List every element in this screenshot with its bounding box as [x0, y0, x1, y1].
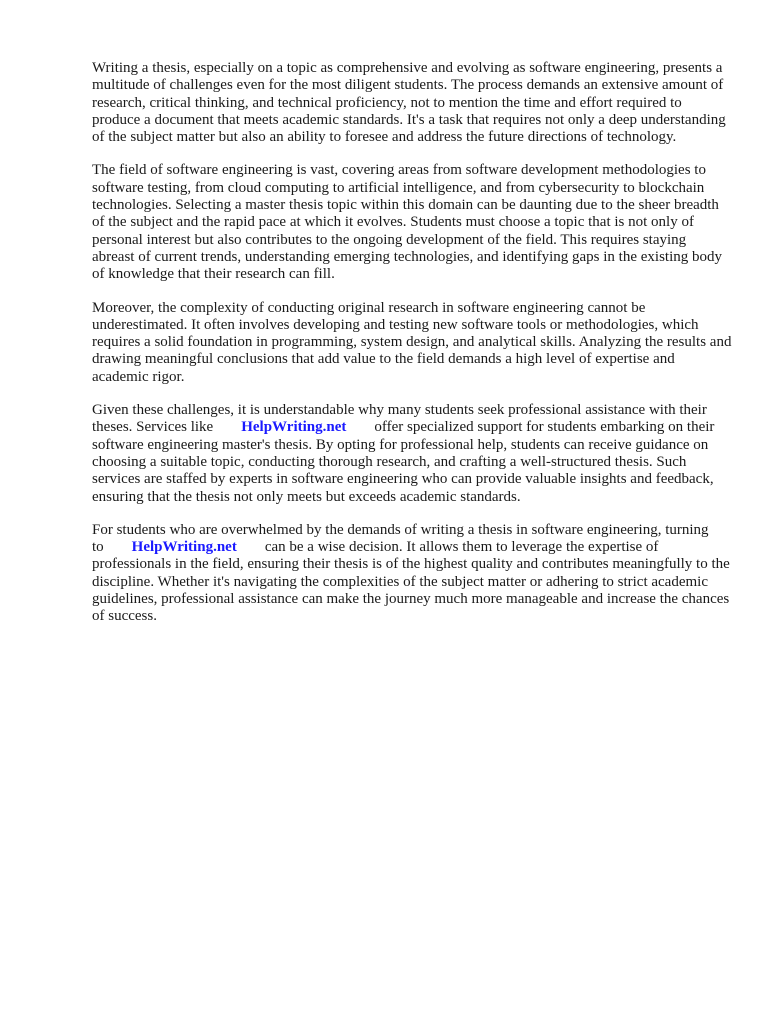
helpwriting-link-2[interactable]: HelpWriting.net — [131, 539, 237, 556]
paragraph-services-text-before: Given these challenges, it is understandable why many students seek professional assistance with their theses. Services like — [92, 402, 707, 436]
document-body — [92, 60, 732, 642]
paragraph-services-text-after: offer specialized support for students embarking on their software engineering master's thesis. By opting for professional help, students can receive guidance on choosing a suitable topic, conducting thorough research, and crafting a well-structured thesis. Such services are staffed by experts in software engineering who can provide valuable insights and feedback, ensuring that the thesis not only meets but exceeds academic standards. — [92, 419, 715, 505]
paragraph-services — [92, 402, 732, 506]
paragraph-conclusion-text-before: For students who are overwhelmed by the demands of writing a thesis in software engineering, turning to — [92, 521, 709, 556]
paragraph-conclusion-text-after: can be a wise decision. It allows them to leverage the expertise of professionals in the field, ensuring their thesis is of the highest quality and contributes meaningfully to the discipline. Whether it's navigating the complexities of the subject matter or adhering to strict academic guidelines, professional assistance can make the journey much more manageable and increase the chances of success. — [92, 539, 730, 625]
paragraph-complexity: Moreover, the complexity of conducting original research in software engineering cannot be underestimated. It often involves developing and testing new software tools or methodologies, which requires a solid foundation in programming, system design, and analytical skills. Analyzing the results and drawing meaningful conclusions that add value to the field demands a high level of expertise and academic rigor. — [92, 299, 732, 385]
paragraph-intro: Writing a thesis, especially on a topic as comprehensive and evolving as software engineering, presents a multitude of challenges even for the most diligent students. The process demands an extensive amount of research, critical thinking, and technical proficiency, not to mention the time and effort required to produce a document that meets academic standards. It's a task that requires not only a deep understanding of the subject matter but also an ability to foresee and address the future directions of technology. — [92, 60, 726, 146]
paragraph-field: The field of software engineering is vast, covering areas from software development methodologies to software testing, from cloud computing to artificial intelligence, and from cybersecurity to blockchain technologies. Selecting a master thesis topic within this domain can be daunting due to the sheer breadth of the subject and the rapid pace at which it evolves. Students must choose a topic that is not only of personal interest but also contributes to the ongoing development of the field. This requires staying abreast of current trends, understanding emerging technologies, and identifying gaps in the existing body of knowledge that their research can fill. — [92, 162, 722, 283]
paragraph-conclusion — [92, 522, 732, 626]
helpwriting-link[interactable]: HelpWriting.net — [241, 419, 347, 436]
